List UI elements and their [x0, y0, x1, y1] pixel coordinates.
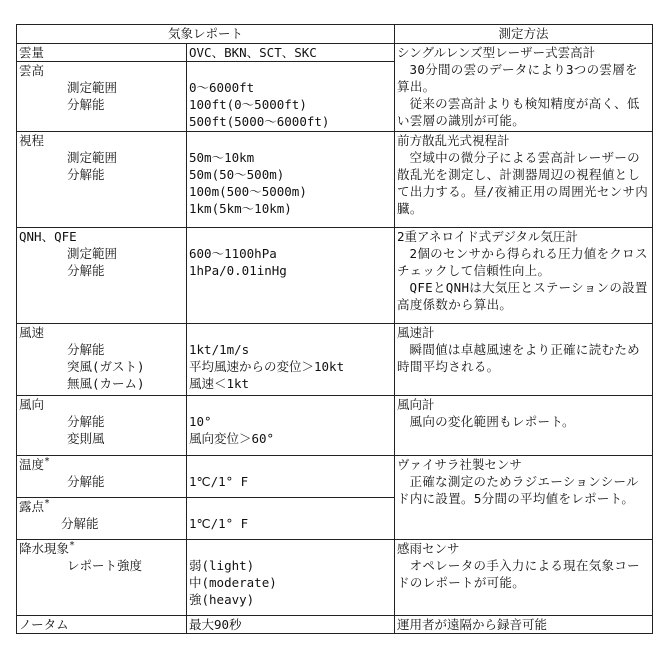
- table-row: [17, 396, 653, 456]
- row-value-pressure: 600～1100hPa 1hPa/0.01inHg: [187, 228, 395, 324]
- row-label-precipitation: 降水現象* レポート強度: [17, 540, 187, 616]
- row-label-dew-point: 露点* 分解能: [17, 498, 187, 540]
- row-value-notam: 最大90秒: [187, 616, 395, 634]
- table-row: [17, 324, 653, 396]
- table-row: [17, 540, 653, 616]
- footnote-mark: *: [44, 456, 51, 467]
- row-label-visibility: 視程 測定範囲 分解能: [17, 132, 187, 228]
- table-header-row: [17, 25, 653, 44]
- row-label-pressure: QNH、QFE 測定範囲 分解能: [17, 228, 187, 324]
- row-value-cloud-amount: OVC、BKN、SCT、SKC: [187, 44, 395, 62]
- header-measurement-method: 測定方法: [395, 25, 653, 44]
- footnote-mark: *: [44, 498, 51, 509]
- header-weather-report: 気象レポート: [17, 25, 395, 44]
- row-label-notam: ノータム: [17, 616, 187, 634]
- table-row: [17, 616, 653, 634]
- row-label-cloud-amount: 雲量: [17, 44, 187, 62]
- row-label-wind-speed: 風速 分解能 突風(ガスト) 無風(カーム): [17, 324, 187, 396]
- method-visibility-meter: 前方散乱光式視程計 空域中の微分子による雲高計レーザーの散乱光を測定し、計測器周辺の視程値として出力する。昼/夜補正用の周囲光センサ内臓。: [395, 132, 653, 228]
- row-value-dew-point: 1℃/1° F: [187, 498, 395, 540]
- table-row: [17, 456, 653, 498]
- row-value-wind-direction: 10° 風向変位＞60°: [187, 396, 395, 456]
- row-value-cloud-height: 0～6000ft 100ft(0～5000ft) 500ft(5000～6000ft): [187, 62, 395, 132]
- row-value-wind-speed: 1kt/1m/s 平均風速からの変位＞10kt 風速＜1kt: [187, 324, 395, 396]
- method-anemometer: 風速計 瞬間値は卓越風速をより正確に読むため時間平均される。: [395, 324, 653, 396]
- row-label-temperature: 温度* 分解能: [17, 456, 187, 498]
- row-label-cloud-height: 雲高 測定範囲 分解能: [17, 62, 187, 132]
- row-label-wind-direction: 風向 分解能 変則風: [17, 396, 187, 456]
- weather-report-table: [16, 24, 653, 634]
- method-vaisala-sensor: ヴァイサラ社製センサ 正確な測定のためラジエーションシールド内に設置。5分間の平均値をレポート。: [395, 456, 653, 540]
- method-ceilometer: シングルレンズ型レーザー式雲高計 30分間の雲のデータにより3つの雲層を算出。 従来の雲高計よりも検知精度が高く、低い雲層の識別が可能。: [395, 44, 653, 132]
- row-value-precipitation: 弱(light) 中(moderate) 強(heavy): [187, 540, 395, 616]
- row-value-visibility: 50m～10km 50m(50～500m) 100m(500～5000m) 1km(5km～10km): [187, 132, 395, 228]
- method-wind-vane: 風向計 風向の変化範囲もレポート。: [395, 396, 653, 456]
- row-value-temperature: 1℃/1° F: [187, 456, 395, 498]
- footnote-mark: *: [69, 540, 76, 551]
- table-row: [17, 132, 653, 228]
- table-row: [17, 228, 653, 324]
- method-barometer: 2重アネロイド式デジタル気圧計 2個のセンサから得られる圧力値をクロスチェックして信頼性向上。 QFEとQNHは大気圧とステーションの設置高度係数から算出。: [395, 228, 653, 324]
- table-row: [17, 44, 653, 62]
- method-notam: 運用者が遠隔から録音可能: [395, 616, 653, 634]
- method-rain-sensor: 感雨センサ オペレータの手入力による現在気象コードのレポートが可能。: [395, 540, 653, 616]
